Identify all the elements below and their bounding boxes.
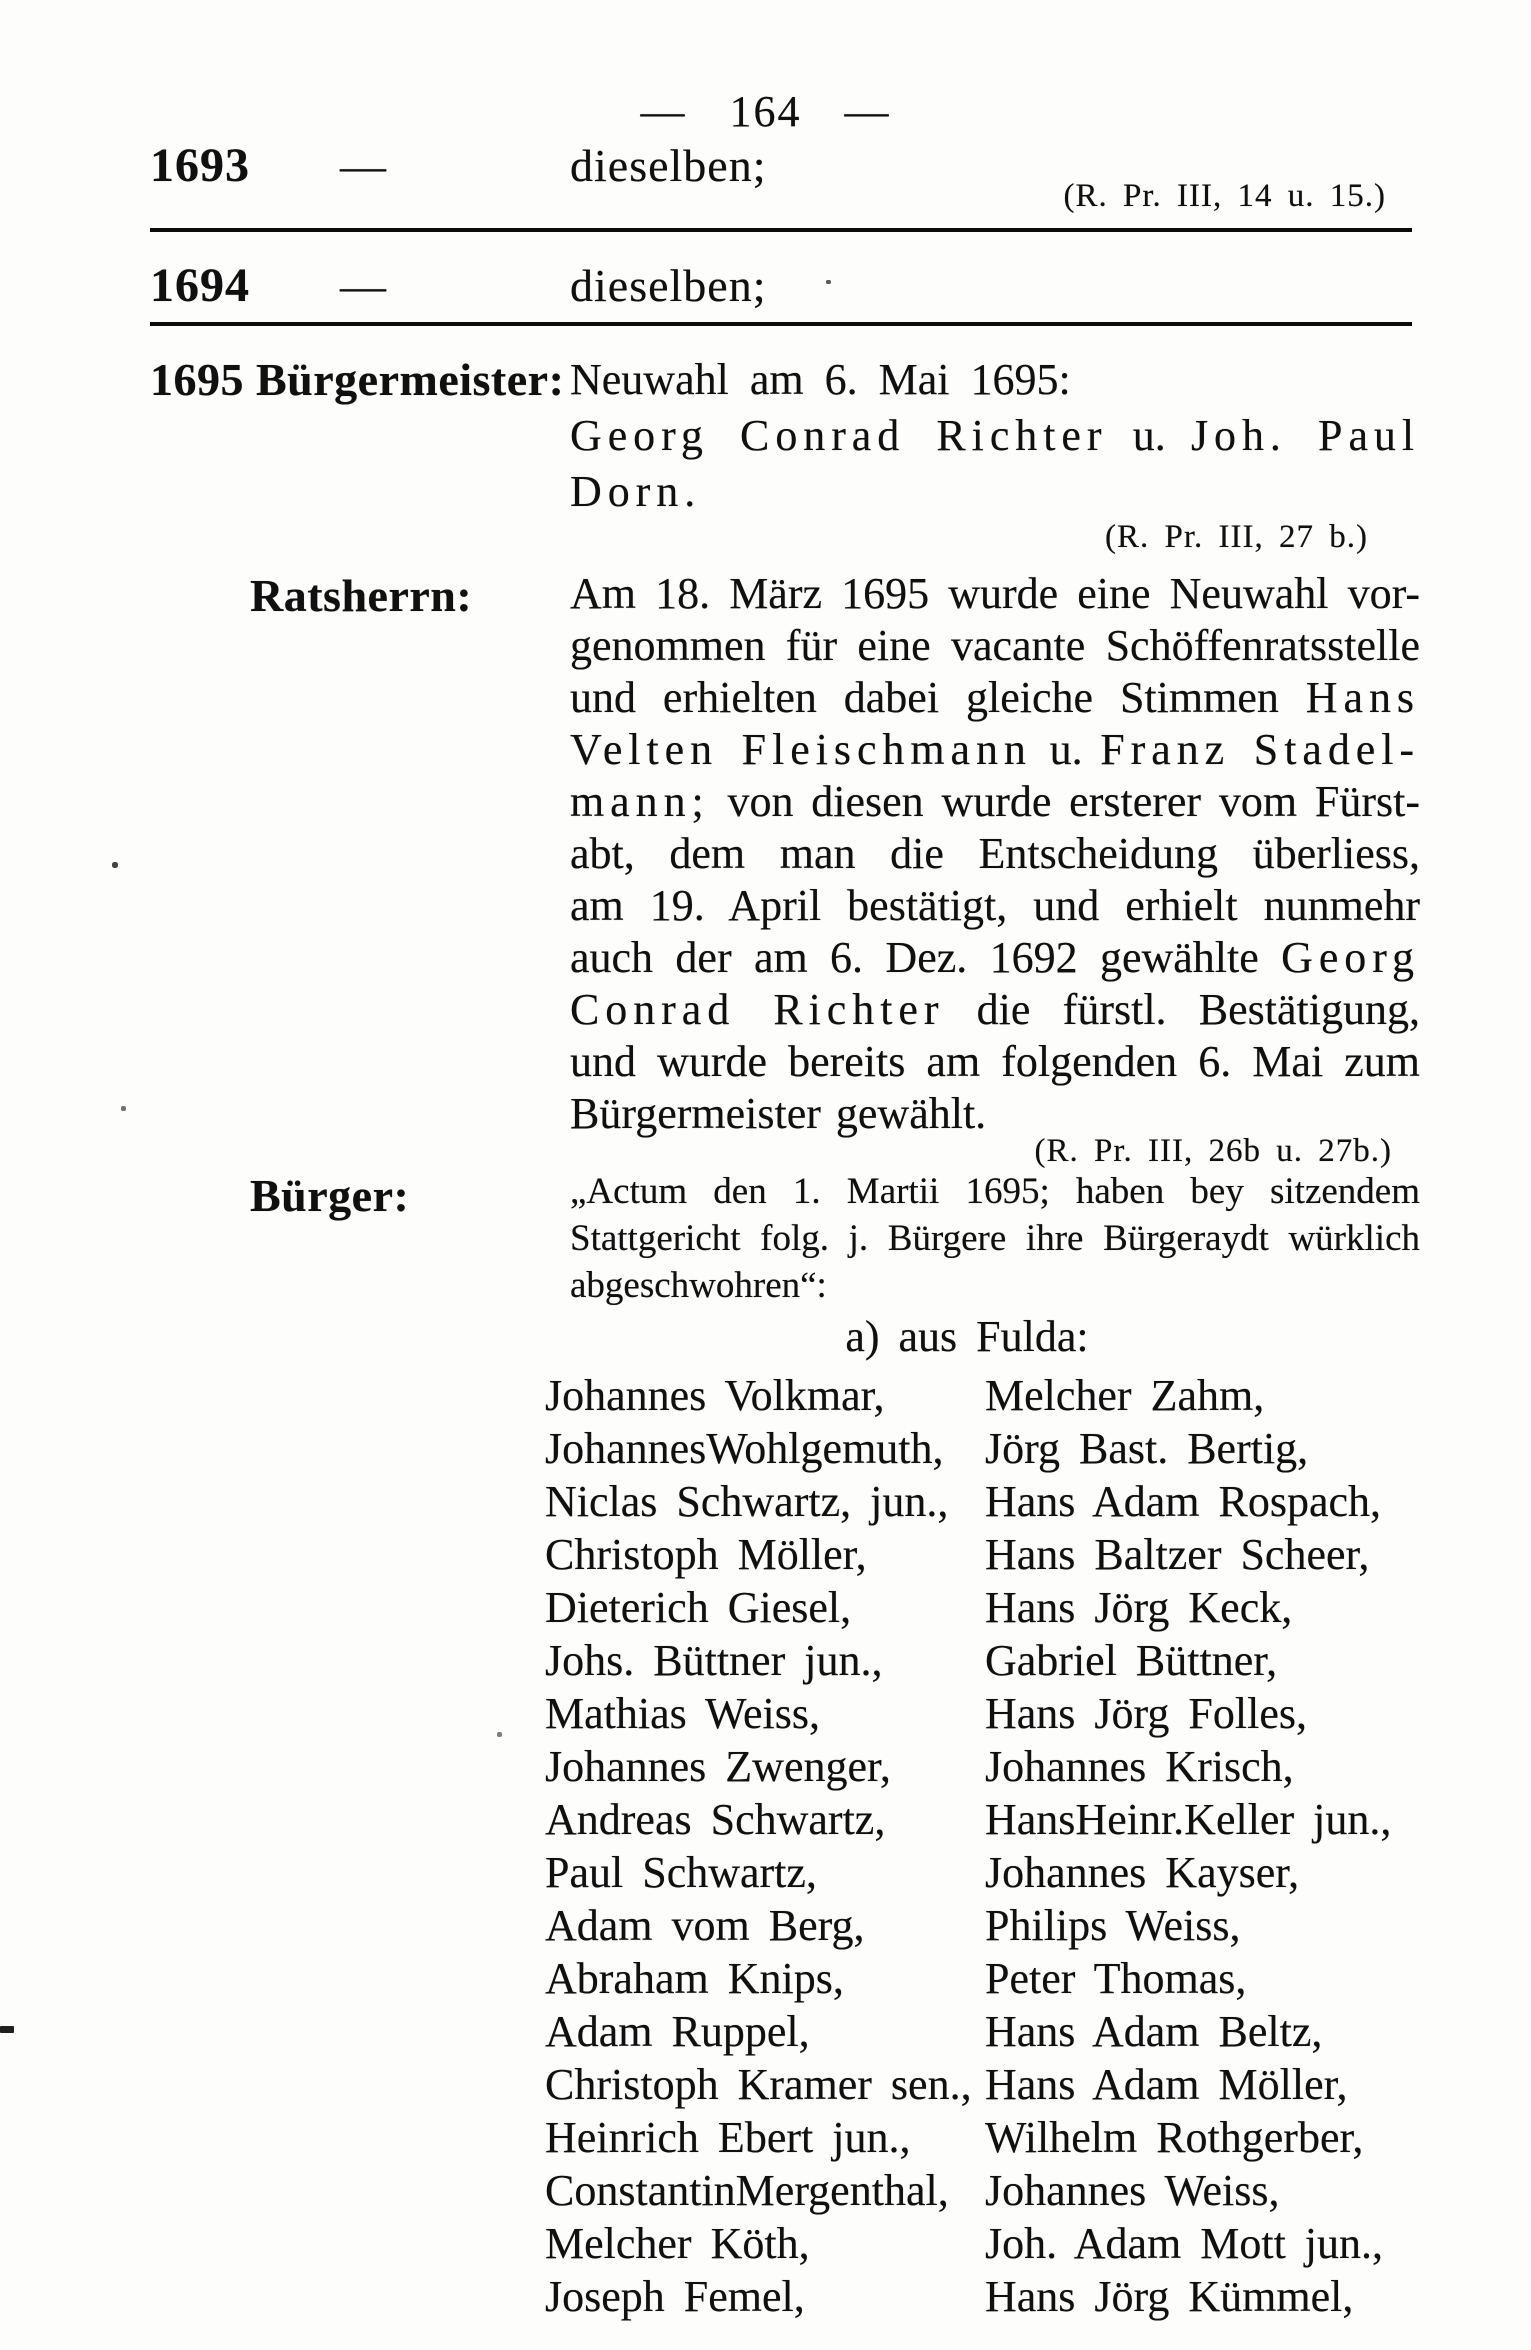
name-cell-left: Joseph Femel, (545, 2272, 805, 2321)
entry-1694 (150, 258, 1420, 314)
person-name: Conrad Richter (570, 985, 945, 1034)
name-cell-left: Andreas Schwartz, (545, 1795, 886, 1844)
name-cell-left: Johannes Volkmar, (545, 1371, 885, 1420)
entry-citation: (R. Pr. III, 27 b.) (1105, 519, 1368, 555)
name-cell-right: Johannes Kayser, (985, 1848, 1300, 1897)
quote-line: „Actum den 1. Martii 1695; haben bey sitzendem (570, 1171, 1420, 1212)
entry-year: 1695 (150, 354, 244, 405)
name-cell-left: Mathias Weiss, (545, 1689, 820, 1738)
paragraph-line: und erhielten dabei gleiche Stimmen Hans (570, 673, 1420, 722)
section-label: Bürgermeister: (256, 354, 565, 405)
person-name: Georg (1281, 933, 1420, 982)
buerger-row (150, 1168, 1420, 1309)
name-cell-left: Adam vom Berg, (545, 1901, 865, 1950)
name-cell-left: Christoph Möller, (545, 1530, 867, 1579)
paragraph-line: mann; von diesen wurde ersterer vom Fürst- (570, 777, 1420, 826)
scan-speck (112, 862, 118, 868)
person-name: Velten Fleischmann (570, 725, 1032, 774)
name-cell-right: Melcher Zahm, (985, 1371, 1265, 1420)
name-cell-right: Philips Weiss, (985, 1901, 1241, 1950)
paragraph-line: am 19. April bestätigt, und erhielt nunmehr (570, 881, 1420, 930)
entry-citation: (R. Pr. III, 14 u. 15.) (1063, 178, 1386, 214)
entry-dash: — (340, 260, 386, 311)
paragraph-line: abt, dem man die Entscheidung überliess, (570, 829, 1420, 878)
name-cell-right: Jörg Bast. Bertig, (985, 1424, 1309, 1473)
name-cell-left: Johannes Zwenger, (545, 1742, 891, 1791)
quote-line: Stattgericht folg. j. Bürgere ihre Bürgeraydt würklich (570, 1218, 1420, 1259)
name-cell-left: Adam Ruppel, (545, 2007, 810, 2056)
entry-text: dieselben; (570, 140, 767, 191)
scan-speck (121, 1106, 126, 1111)
conjunction: u. (1107, 411, 1191, 460)
name-cell-right: Hans Jörg Keck, (985, 1583, 1293, 1632)
scan-speck (826, 280, 831, 284)
paragraph-line: Velten Fleischmann u. Franz Stadel- (570, 725, 1420, 774)
name-cell-right: Peter Thomas, (985, 1954, 1247, 2003)
paragraph-line: Bürgermeister gewählt. (570, 1089, 987, 1138)
entry-dash: — (340, 140, 386, 191)
name-cell-left: JohannesWohlgemuth, (545, 1424, 944, 1473)
entry-text: dieselben; (570, 260, 767, 311)
name-cell-right: Hans Jörg Kümmel, (985, 2272, 1354, 2321)
paragraph-line: und wurde bereits am folgenden 6. Mai zum (570, 1037, 1420, 1086)
person-name: Joh. Paul Dorn. (570, 411, 1421, 516)
paragraph-line: genommen für eine vacante Schöffenratsstelle (570, 621, 1420, 670)
name-cell-left: Heinrich Ebert jun., (545, 2113, 911, 2162)
paragraph-line: Conrad Richter die fürstl. Bestätigung, (570, 985, 1420, 1034)
section-divider (150, 322, 1412, 326)
name-cell-left: Dieterich Giesel, (545, 1583, 852, 1632)
name-cell-right: Johannes Weiss, (985, 2166, 1280, 2215)
paragraph-line: Am 18. März 1695 wurde eine Neuwahl vor- (570, 569, 1420, 618)
person-name: Franz Stadel- (1100, 725, 1420, 774)
name-cell-left: Niclas Schwartz, jun., (545, 1477, 949, 1526)
section-divider (150, 228, 1412, 232)
name-cell-right: Hans Adam Möller, (985, 2060, 1348, 2109)
name-cell-right: Gabriel Büttner, (985, 1636, 1278, 1685)
name-cell-right: Hans Adam Beltz, (985, 2007, 1323, 2056)
name-cell-right: Wilhelm Rothgerber, (985, 2113, 1364, 2162)
name-cell-left: Johs. Büttner jun., (545, 1636, 883, 1685)
name-cell-right: Hans Jörg Folles, (985, 1689, 1307, 1738)
scan-speck (0, 2026, 14, 2033)
section-label-ratsherrn: Ratsherrn: (250, 570, 473, 621)
name-cell-right: Hans Adam Rospach, (985, 1477, 1382, 1526)
ratsherrn-paragraph (570, 568, 1420, 1168)
scan-speck (497, 1732, 502, 1737)
quote-line: abgeschwohren“: (570, 1265, 827, 1306)
fulda-heading: a) aus Fulda: (845, 1312, 1089, 1361)
citizen-name-list (545, 1369, 1420, 2323)
paragraph-line: auch der am 6. Dez. 1692 gewählte Georg (570, 933, 1420, 982)
name-cell-left: Abraham Knips, (545, 1954, 844, 2003)
name-cell-right: HansHeinr.Keller jun., (985, 1795, 1392, 1844)
person-name: Georg Conrad Richter (570, 411, 1108, 460)
buergermeister-row (150, 352, 1420, 554)
ratsherrn-row (150, 568, 1420, 1168)
person-name: mann; (570, 777, 710, 826)
name-cell-left: Paul Schwartz, (545, 1848, 817, 1897)
name-cell-left: ConstantinMergenthal, (545, 2166, 949, 2215)
page-number: — 164 — (640, 87, 891, 136)
entry-year: 1693 (150, 139, 250, 192)
section-label-buergermeister (150, 352, 570, 408)
buergermeister-text: Neuwahl am 6. Mai 1695: (570, 355, 1071, 404)
name-cell-right: Johannes Krisch, (985, 1742, 1294, 1791)
name-cell-left: Christoph Kramer sen., (545, 2060, 972, 2109)
name-cell-right: Hans Baltzer Scheer, (985, 1530, 1370, 1579)
buerger-quote (570, 1168, 1420, 1309)
entry-year: 1694 (150, 259, 250, 312)
name-cell-left: Melcher Köth, (545, 2219, 810, 2268)
section-label-buerger: Bürger: (250, 1170, 410, 1221)
entry-citation: (R. Pr. III, 26b u. 27b.) (1034, 1133, 1392, 1169)
buergermeister-names (570, 408, 1420, 520)
person-name: Hans (1305, 673, 1420, 722)
name-cell-right: Joh. Adam Mott jun., (985, 2219, 1384, 2268)
